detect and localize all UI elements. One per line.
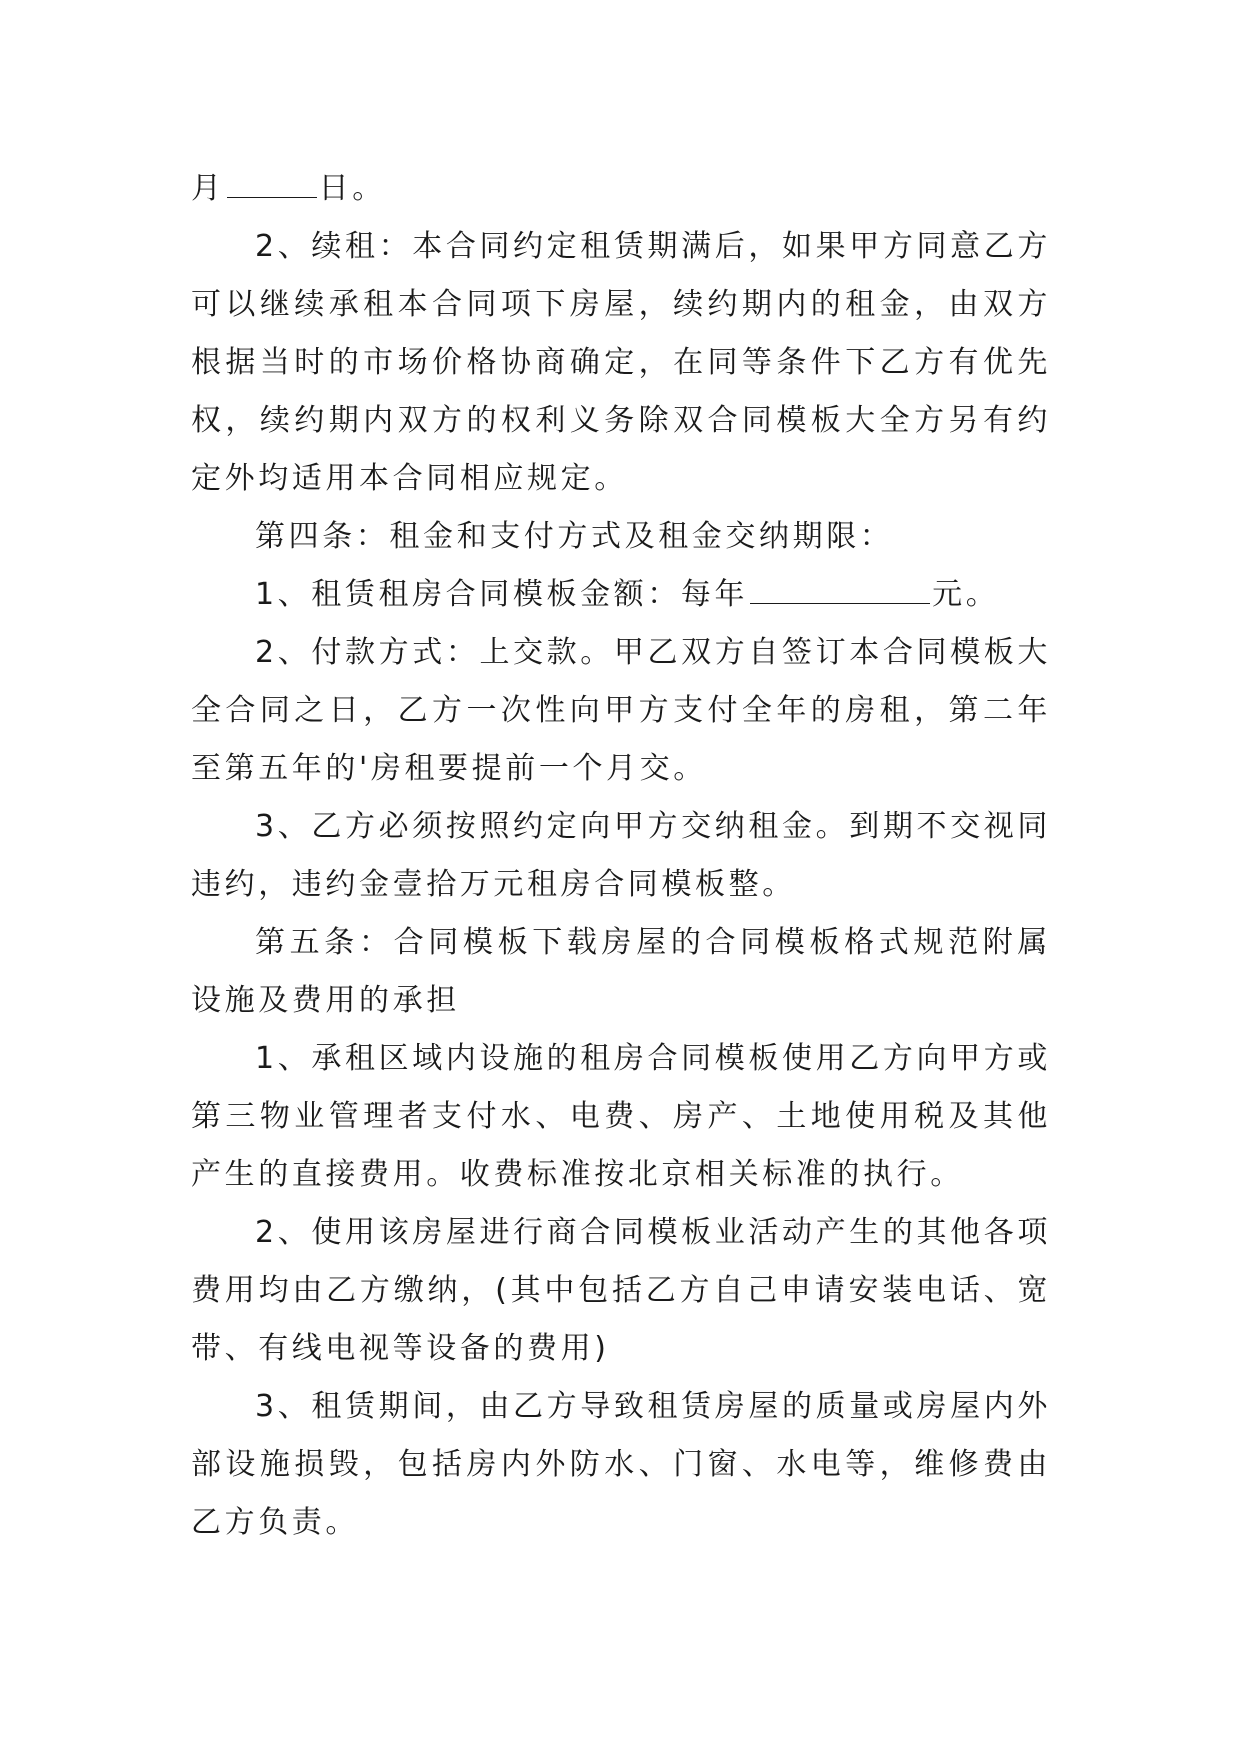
- heading-article-5: 第五条：合同模板下载房屋的合同模板格式规范附属设施及费用的承担: [191, 925, 1051, 1018]
- paragraph-utilities: 1、承租区域内设施的租房合同模板使用乙方向甲方或第三物业管理者支付水、电费、房产、土地使用税及其他产生的直接费用。收费标准按北京相关标准的执行。: [191, 1041, 1051, 1192]
- text-rent-amount-label: 1、租赁租房合同模板金额：每年: [255, 577, 749, 612]
- document-body: [191, 160, 1051, 1552]
- paragraph-payment-method: 2、付款方式：上交款。甲乙双方自签订本合同模板大全合同之日，乙方一次性向甲方支付全年的房租，第二年至第五年的'房租要提前一个月交。: [191, 635, 1051, 786]
- paragraph-rent-amount: [191, 566, 1051, 624]
- heading-article-4: 第四条：租金和支付方式及租金交纳期限：: [255, 519, 894, 554]
- paragraph-business-fees: 2、使用该房屋进行商合同模板业活动产生的其他各项费用均由乙方缴纳，(其中包括乙方自己申请安装电话、宽带、有线电视等设备的费用): [191, 1215, 1051, 1366]
- paragraph-repairs: 3、租赁期间，由乙方导致租赁房屋的质量或房屋内外部设施损毁，包括房内外防水、门窗、水电等，维修费由乙方负责。: [191, 1389, 1051, 1540]
- paragraph-renewal: 2、续租：本合同约定租赁期满后，如果甲方同意乙方可以继续承租本合同项下房屋，续约期内的租金，由双方根据当时的市场价格协商确定，在同等条件下乙方有优先权，续约期内双方的权利义务除双合同模板大全方另有约定外均适用本合同相应规定。: [191, 229, 1051, 496]
- paragraph-late-payment: 3、乙方必须按照约定向甲方交纳租金。到期不交视同违约，违约金壹拾万元租房合同模板整。: [191, 809, 1051, 902]
- text-rent-amount-unit: 元。: [932, 577, 1000, 612]
- paragraph-date-end: [191, 160, 1051, 218]
- blank-day-field: [227, 167, 317, 198]
- text-day: 日。: [318, 171, 386, 206]
- blank-rent-amount-field: [750, 573, 930, 604]
- text-month: 月: [191, 171, 225, 206]
